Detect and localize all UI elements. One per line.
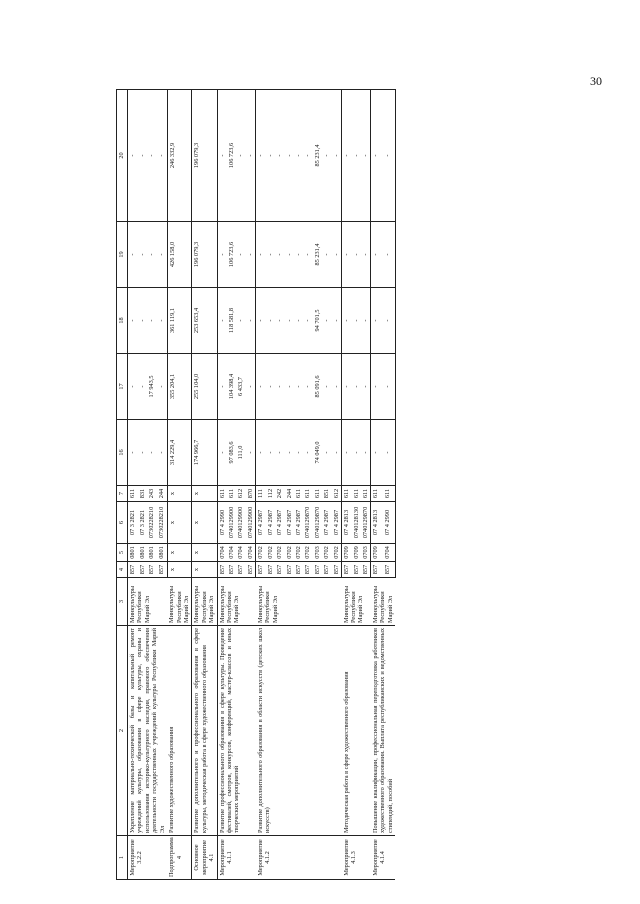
table-cell: 361 119,1	[167, 288, 192, 354]
table-cell: 97 083,6	[227, 420, 236, 486]
table-cell: 242	[275, 486, 284, 502]
table-row	[167, 90, 192, 880]
table-cell: -	[256, 420, 266, 486]
table-cell: -	[294, 354, 303, 420]
responsible-executor-cell: Минкультуры Республики Марий Эл	[192, 578, 217, 626]
table-cell: -	[128, 222, 138, 288]
table-cell: 611	[217, 486, 227, 502]
table-cell: 0702	[332, 544, 342, 562]
table-cell: 857	[236, 562, 245, 578]
table-header-row	[117, 90, 128, 880]
rotated-budget-table-page	[116, 90, 596, 880]
table-cell: -	[217, 222, 227, 288]
table-cell: 857	[303, 562, 312, 578]
table-cell: -	[147, 222, 157, 288]
table-cell: -	[266, 354, 275, 420]
table-cell: -	[342, 420, 352, 486]
table-cell: 857	[383, 562, 395, 578]
table-cell: 0702	[285, 544, 294, 562]
table-cell: 196 079,3	[192, 222, 217, 288]
table-cell: 612	[332, 486, 342, 502]
table-cell: -	[138, 354, 148, 420]
table-cell: 857	[332, 562, 342, 578]
table-cell: 0702	[275, 544, 284, 562]
column-header: 4	[117, 562, 128, 578]
table-cell: х	[167, 562, 192, 578]
table-cell: 85 091,6	[313, 354, 322, 420]
table-cell: 611	[294, 486, 303, 502]
table-cell: -	[246, 354, 256, 420]
table-cell: 857	[147, 562, 157, 578]
table-cell: -	[361, 354, 371, 420]
table-cell: 94 701,5	[313, 288, 322, 354]
page-number: 30	[590, 74, 602, 88]
table-cell: 07 4 2987	[266, 502, 275, 544]
table-cell: -	[342, 354, 352, 420]
table-cell: 0702	[303, 544, 312, 562]
table-row	[256, 90, 266, 880]
table-cell: х	[167, 502, 192, 544]
table-cell: -	[294, 288, 303, 354]
table-cell: -	[157, 420, 167, 486]
table-cell: -	[322, 420, 331, 486]
column-header: 16	[117, 420, 128, 486]
table-row	[128, 90, 138, 880]
table-cell: 246 332,9	[167, 90, 192, 222]
table-cell: -	[236, 288, 245, 354]
table-cell: 07 3 2821	[128, 502, 138, 544]
table-cell: -	[236, 222, 245, 288]
table-cell: 0704	[217, 544, 227, 562]
table-cell: 0703	[361, 544, 371, 562]
table-cell: 0740129870	[361, 502, 371, 544]
column-header: 6	[117, 502, 128, 544]
event-code-cell: Мероприятие 4.1.2	[256, 836, 342, 880]
event-description-cell: Развитие дополнительного образования в области искусств (детских школ искусств)	[256, 626, 342, 836]
table-cell: -	[275, 288, 284, 354]
table-cell: 831	[138, 486, 148, 502]
responsible-executor-cell: Минкультуры Республики Марий Эл	[371, 578, 395, 626]
table-cell: -	[332, 222, 342, 288]
responsible-executor-cell: Минкультуры Республики Марий Эл	[256, 578, 342, 626]
event-code-cell: Мероприятие 4.1.1	[217, 836, 256, 880]
table-cell: 611	[352, 486, 361, 502]
table-cell: -	[138, 222, 148, 288]
table-cell: 17 943,5	[147, 354, 157, 420]
table-cell: 0702	[322, 544, 331, 562]
responsible-executor-cell: Минкультуры Республики Марий Эл	[167, 578, 192, 626]
column-header: 20	[117, 90, 128, 222]
table-cell: -	[266, 90, 275, 222]
table-cell: х	[192, 562, 217, 578]
table-cell: -	[352, 288, 361, 354]
table-cell: х	[192, 544, 217, 562]
table-cell: 857	[371, 562, 383, 578]
table-cell: 07 4 2987	[275, 502, 284, 544]
table-cell: 07 4 2990	[217, 502, 227, 544]
table-row	[371, 90, 383, 880]
table-cell: -	[371, 354, 383, 420]
table-cell: 07 4 2987	[256, 502, 266, 544]
table-cell: 857	[128, 562, 138, 578]
table-cell: -	[352, 420, 361, 486]
table-cell: 0704	[236, 544, 245, 562]
table-cell: 0801	[138, 544, 148, 562]
table-cell: -	[138, 90, 148, 222]
table-cell: 255 104,0	[192, 354, 217, 420]
table-cell: -	[303, 354, 312, 420]
table-cell: 857	[361, 562, 371, 578]
table-cell: -	[294, 420, 303, 486]
table-cell: -	[138, 288, 148, 354]
table-cell: 857	[275, 562, 284, 578]
budget-table	[116, 89, 396, 880]
table-cell: -	[303, 222, 312, 288]
table-cell: 0709	[352, 544, 361, 562]
table-cell: -	[285, 420, 294, 486]
table-cell: -	[383, 90, 395, 222]
table-cell: -	[246, 420, 256, 486]
table-cell: -	[128, 288, 138, 354]
table-cell: 07 4 2987	[332, 502, 342, 544]
column-header: 1	[117, 836, 128, 880]
table-cell: -	[256, 288, 266, 354]
table-cell: 0702	[256, 544, 266, 562]
event-description-cell: Укрепление материально-технической базы и капитальный ремонт учреждений культуры, образования в сфере культуры, охраны и использования историко-культурного наследия, правового обеспечения деятельности государственных учреждений культуры Республики Марий Эл	[128, 626, 168, 836]
table-cell: -	[303, 288, 312, 354]
table-cell: -	[138, 420, 148, 486]
table-cell: х	[167, 544, 192, 562]
table-cell: 611	[128, 486, 138, 502]
table-row	[217, 90, 227, 880]
table-cell: 870	[246, 486, 256, 502]
table-cell: -	[256, 222, 266, 288]
table-cell: -	[352, 222, 361, 288]
table-cell: -	[332, 420, 342, 486]
table-cell: 611	[371, 486, 383, 502]
table-cell: 0801	[128, 544, 138, 562]
table-cell: -	[322, 222, 331, 288]
table-cell: 0801	[147, 544, 157, 562]
table-cell: -	[217, 288, 227, 354]
table-cell: -	[157, 90, 167, 222]
event-code-cell: Мероприятие 3.2.2	[128, 836, 168, 880]
table-cell: 857	[313, 562, 322, 578]
responsible-executor-cell: Минкультуры Республики Марий Эл	[217, 578, 256, 626]
table-cell: 85 231,4	[313, 222, 322, 288]
table-cell: 196 079,3	[192, 90, 217, 222]
table-cell: -	[361, 90, 371, 222]
column-header: 18	[117, 288, 128, 354]
table-cell: -	[371, 222, 383, 288]
table-cell: -	[332, 288, 342, 354]
table-cell: -	[236, 90, 245, 222]
table-cell: -	[332, 354, 342, 420]
table-cell: -	[371, 420, 383, 486]
table-cell: 0702	[266, 544, 275, 562]
table-cell: 0740129900	[236, 502, 245, 544]
event-description-cell: Развитие дополнительного и профессионального образования в сфере культуры, методическая работа в сфере художественного образования	[192, 626, 217, 836]
table-cell: 0801	[157, 544, 167, 562]
table-cell: 611	[383, 486, 395, 502]
table-cell: 07 4 2987	[285, 502, 294, 544]
table-cell: 851	[322, 486, 331, 502]
table-cell: -	[352, 354, 361, 420]
table-cell: -	[342, 90, 352, 222]
table-cell: -	[322, 354, 331, 420]
table-cell: -	[383, 354, 395, 420]
table-cell: 0709	[371, 544, 383, 562]
table-cell: 857	[138, 562, 148, 578]
table-cell: -	[266, 222, 275, 288]
event-code-cell: Основное мероприятие 4.1	[192, 836, 217, 880]
table-cell: 6 433,7	[236, 354, 245, 420]
table-cell: 0702	[294, 544, 303, 562]
table-cell: -	[128, 90, 138, 222]
table-cell: 0730228210	[157, 502, 167, 544]
table-cell: 85 231,4	[313, 90, 322, 222]
table-cell: -	[361, 222, 371, 288]
table-cell: 174 966,7	[192, 420, 217, 486]
table-cell: 426 158,0	[167, 222, 192, 288]
table-cell: -	[147, 420, 157, 486]
table-cell: -	[294, 222, 303, 288]
table-cell: 857	[246, 562, 256, 578]
column-header: 2	[117, 626, 128, 836]
table-cell: -	[275, 420, 284, 486]
table-cell: 0740129900	[227, 502, 236, 544]
table-cell: -	[342, 222, 352, 288]
table-cell: -	[294, 90, 303, 222]
table-cell: -	[157, 354, 167, 420]
table-cell: 0703	[313, 544, 322, 562]
event-description-cell: Развитие художественного образования	[167, 626, 192, 836]
table-cell: 07 3 2821	[138, 502, 148, 544]
table-cell: -	[352, 90, 361, 222]
table-cell: 112	[266, 486, 275, 502]
table-cell: 0740129870	[303, 502, 312, 544]
table-cell: 244	[285, 486, 294, 502]
table-cell: 244	[157, 486, 167, 502]
table-cell: 611	[342, 486, 352, 502]
table-cell: 253 653,4	[192, 288, 217, 354]
table-cell: 104 398,4	[227, 354, 236, 420]
event-description-cell: Развитие профессионального образования в сфере культуры. Проведение фестивалей, смотров, конкурсов, конференций, мастер-классов и иных творческих мероприятий	[217, 626, 256, 836]
table-cell: 111,0	[236, 420, 245, 486]
column-header: 7	[117, 486, 128, 502]
responsible-executor-cell: Минкультуры Республики Марий Эл	[128, 578, 168, 626]
table-cell: -	[217, 90, 227, 222]
table-cell: -	[322, 288, 331, 354]
table-cell: -	[275, 90, 284, 222]
table-cell: -	[128, 354, 138, 420]
column-header: 17	[117, 354, 128, 420]
table-cell: -	[266, 420, 275, 486]
table-cell: -	[266, 288, 275, 354]
table-body	[128, 90, 396, 880]
table-cell: 74 049,0	[313, 420, 322, 486]
table-cell: 611	[313, 486, 322, 502]
table-cell: -	[371, 90, 383, 222]
event-code-cell: Мероприятие 4.1.3	[342, 836, 371, 880]
table-cell: 111	[256, 486, 266, 502]
table-cell: 857	[322, 562, 331, 578]
table-cell: -	[246, 90, 256, 222]
table-cell: -	[275, 354, 284, 420]
event-code-cell: Мероприятие 4.1.4	[371, 836, 395, 880]
table-cell: 355 204,1	[167, 354, 192, 420]
table-cell: -	[157, 222, 167, 288]
table-cell: 0740129870	[313, 502, 322, 544]
table-cell: 0709	[342, 544, 352, 562]
table-row	[192, 90, 217, 880]
table-cell: -	[157, 288, 167, 354]
table-cell: -	[246, 288, 256, 354]
table-cell: 0704	[227, 544, 236, 562]
table-cell: 0740129900	[246, 502, 256, 544]
event-description-cell: Методическая работа в сфере художественного образования	[342, 626, 371, 836]
table-cell: 07 4 2813	[371, 502, 383, 544]
column-header: 5	[117, 544, 128, 562]
table-cell: 857	[266, 562, 275, 578]
table-cell: 857	[157, 562, 167, 578]
table-cell: -	[147, 288, 157, 354]
table-cell: -	[342, 288, 352, 354]
table-cell: 857	[294, 562, 303, 578]
table-cell: 07 4 2987	[322, 502, 331, 544]
table-row	[342, 90, 352, 880]
table-cell: -	[285, 288, 294, 354]
table-cell: 611	[303, 486, 312, 502]
table-cell: 857	[227, 562, 236, 578]
table-cell: -	[371, 288, 383, 354]
table-cell: -	[256, 354, 266, 420]
table-cell: 857	[342, 562, 352, 578]
table-cell: 612	[236, 486, 245, 502]
table-cell: -	[303, 90, 312, 222]
table-cell: -	[285, 90, 294, 222]
table-cell: -	[361, 420, 371, 486]
table-cell: -	[217, 354, 227, 420]
table-cell: -	[303, 420, 312, 486]
table-cell: -	[275, 222, 284, 288]
table-cell: 243	[147, 486, 157, 502]
table-cell: 0730228210	[147, 502, 157, 544]
table-cell: -	[285, 222, 294, 288]
table-cell: 07 4 2987	[294, 502, 303, 544]
table-cell: 07 4 2990	[383, 502, 395, 544]
table-cell: 118 581,8	[227, 288, 236, 354]
table-cell: -	[246, 222, 256, 288]
table-cell: -	[256, 90, 266, 222]
table-cell: 611	[227, 486, 236, 502]
column-header: 19	[117, 222, 128, 288]
table-cell: -	[128, 420, 138, 486]
table-cell: -	[217, 420, 227, 486]
table-cell: 857	[256, 562, 266, 578]
table-cell: х	[192, 486, 217, 502]
table-cell: -	[383, 420, 395, 486]
table-cell: х	[167, 486, 192, 502]
table-cell: -	[361, 288, 371, 354]
table-cell: 314 229,4	[167, 420, 192, 486]
table-cell: -	[322, 90, 331, 222]
responsible-executor-cell: Минкультуры Республики Марий Эл	[342, 578, 371, 626]
table-cell: 106 723,6	[227, 90, 236, 222]
table-cell: 857	[285, 562, 294, 578]
table-cell: -	[383, 222, 395, 288]
table-cell: -	[147, 90, 157, 222]
event-description-cell: Повышение квалификации, профессиональная переподготовка работников художественного образования. Выплата республиканских и ведомственных стипендий, пособий	[371, 626, 395, 836]
table-cell: х	[192, 502, 217, 544]
table-cell: 857	[352, 562, 361, 578]
table-cell: -	[383, 288, 395, 354]
column-header: 3	[117, 578, 128, 626]
table-cell: 857	[217, 562, 227, 578]
table-cell: -	[332, 90, 342, 222]
table-cell: 0704	[383, 544, 395, 562]
table-cell: 106 723,6	[227, 222, 236, 288]
table-cell: 07 4 2813	[342, 502, 352, 544]
table-cell: 611	[361, 486, 371, 502]
table-cell: -	[285, 354, 294, 420]
event-code-cell: Подпрограмма 4	[167, 836, 192, 880]
table-cell: 0704	[246, 544, 256, 562]
table-cell: 0740128130	[352, 502, 361, 544]
